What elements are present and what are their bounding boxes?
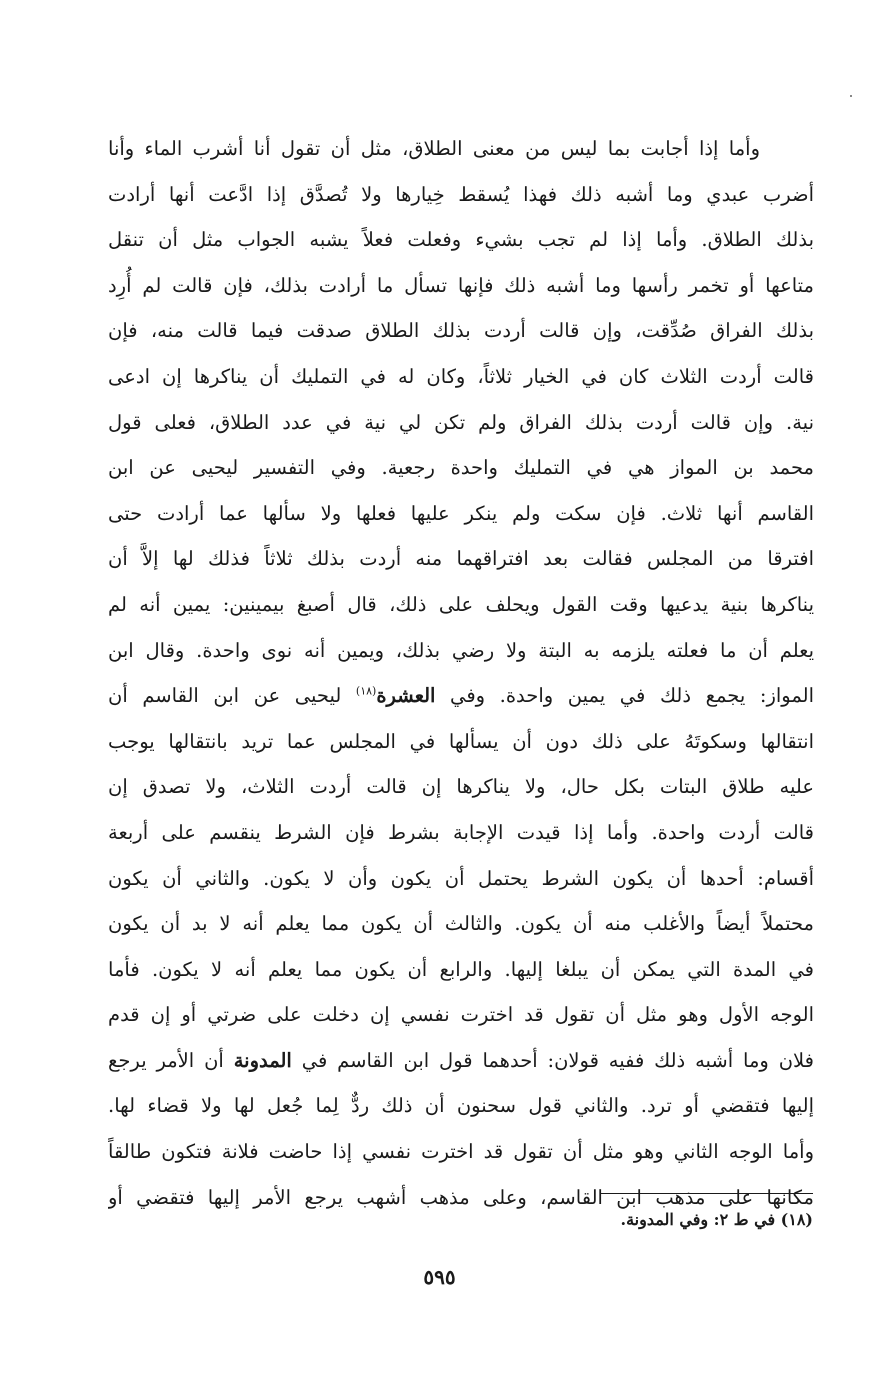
page-number: ٥٩٥ — [423, 1265, 456, 1289]
text-line: بذلك الفراق صُدِّقت، وإن قالت أردت بذلك الطلاق صدقت فيما قالت منه، فإن — [108, 319, 814, 343]
line-segment: المواز: يجمع ذلك في يمين واحدة. وفي — [435, 684, 814, 708]
text-line: قالت أردت واحدة. وأما إذا قيدت الإجابة بشرط فإن الشرط ينقسم على أربعة — [108, 820, 814, 844]
text-line: نية. وإن قالت أردت بذلك الفراق ولم تكن لي نية في عدد الطلاق، فعلى قول — [108, 410, 814, 434]
text-line: بذلك الطلاق. وأما إذا لم تجب بشيء وفعلت فعلاً يشبه الجواب مثل أن تنقل — [108, 228, 814, 252]
text-line: يعلم أن ما فعلته يلزمه به البتة ولا رضي بذلك، ويمين أنه نوى واحدة. وقال ابن — [108, 638, 814, 662]
bold-book-title: المدونة — [233, 1048, 292, 1072]
text-line: وأما إذا أجابت بما ليس من معنى الطلاق، مثل أن تقول أنا أشرب الماء وأنا — [108, 137, 760, 160]
text-line: قالت أردت الثلاث كان في الخيار ثلاثاً، وكان له في التمليك أن يناكرها إن ادعى — [108, 364, 814, 388]
text-line: مكانها على مذهب ابن القاسم، وعلى مذهب أشهب يرجع الأمر إليها فتقضي أو — [108, 1185, 814, 1209]
text-line: متاعها أو تخمر رأسها وما أشبه ذلك فإنها تسأل ما أرادت بذلك، فإن قالت لم أُرِد — [108, 273, 814, 297]
line-segment: ليحيى عن ابن القاسم أن — [108, 684, 356, 708]
text-line: محتملاً أيضاً والأغلب منه أن يكون. والثالث أن يكون مما يعلم أنه لا بد أن يكون — [108, 912, 814, 936]
margin-speck — [850, 95, 852, 97]
footnote-separator — [601, 1193, 813, 1194]
text-line: عليه طلاق البتات بكل حال، ولا يناكرها إن قالت أردت الثلاث، ولا تصدق إن — [108, 775, 814, 799]
text-line: وأما الوجه الثاني وهو مثل أن تقول قد اخترت نفسي إذا حاضت فلانة فتكون طالقاً — [108, 1140, 814, 1164]
text-line: في المدة التي يمكن أن يبلغا إليها. والرابع أن يكون مما يعلم أنه لا يكون. فأما — [108, 957, 814, 981]
text-line: يناكرها بنية يدعيها وقت القول ويحلف على ذلك، قال أصبغ بيمينين: يمين أنه لم — [108, 592, 814, 616]
text-line: إليها فتقضي أو ترد. والثاني قول سحنون أن ذلك ردٌّ لِما جُعل لها ولا قضاء لها. — [108, 1094, 814, 1118]
line-segment: فلان وما أشبه ذلك ففيه قولان: أحدهما قول ابن القاسم في — [291, 1048, 814, 1072]
line-segment: أن الأمر يرجع — [108, 1048, 234, 1072]
text-line: انتقالها وسكوتَهُ على ذلك دون أن يسألها في المجلس عما تريد بانتقالها يوجب — [108, 729, 814, 753]
footnote: (١٨) في ط ٢: وفي المدونة. — [620, 1210, 813, 1229]
footnote-marker: (١٨) — [355, 684, 377, 698]
text-line-with-bold — [108, 1038, 814, 1084]
text-line: القاسم أنها ثلاث. فإن سكت ولم ينكر عليها فعلها ولا سألها عما أرادت حتى — [108, 501, 814, 525]
text-line: أقسام: أحدها أن يكون الشرط يحتمل أن يكون وأن لا يكون. والثاني أن يكون — [108, 866, 814, 890]
bold-book-title: العشرة — [376, 684, 436, 708]
text-line: افترقا من المجلس فقالت بعد افتراقهما منه أردت بذلك ثلاثاً فذلك لها إلاَّ أن — [108, 547, 814, 571]
text-line: أضرب عبدي وما أشبه ذلك فهذا يُسقط خِيارها ولا تُصدَّق إذا ادَّعت أنها أرادت — [108, 182, 814, 206]
text-line: الوجه الأول وهو مثل أن تقول قد اخترت نفسي إن دخلت على ضرتي أو إن قدم — [108, 1003, 814, 1027]
text-line: محمد بن المواز هي في التمليك واحدة رجعية. وفي التفسير ليحيى عن ابن — [108, 456, 814, 480]
text-line-with-footnote-ref — [108, 673, 814, 719]
body-text — [108, 126, 814, 1220]
